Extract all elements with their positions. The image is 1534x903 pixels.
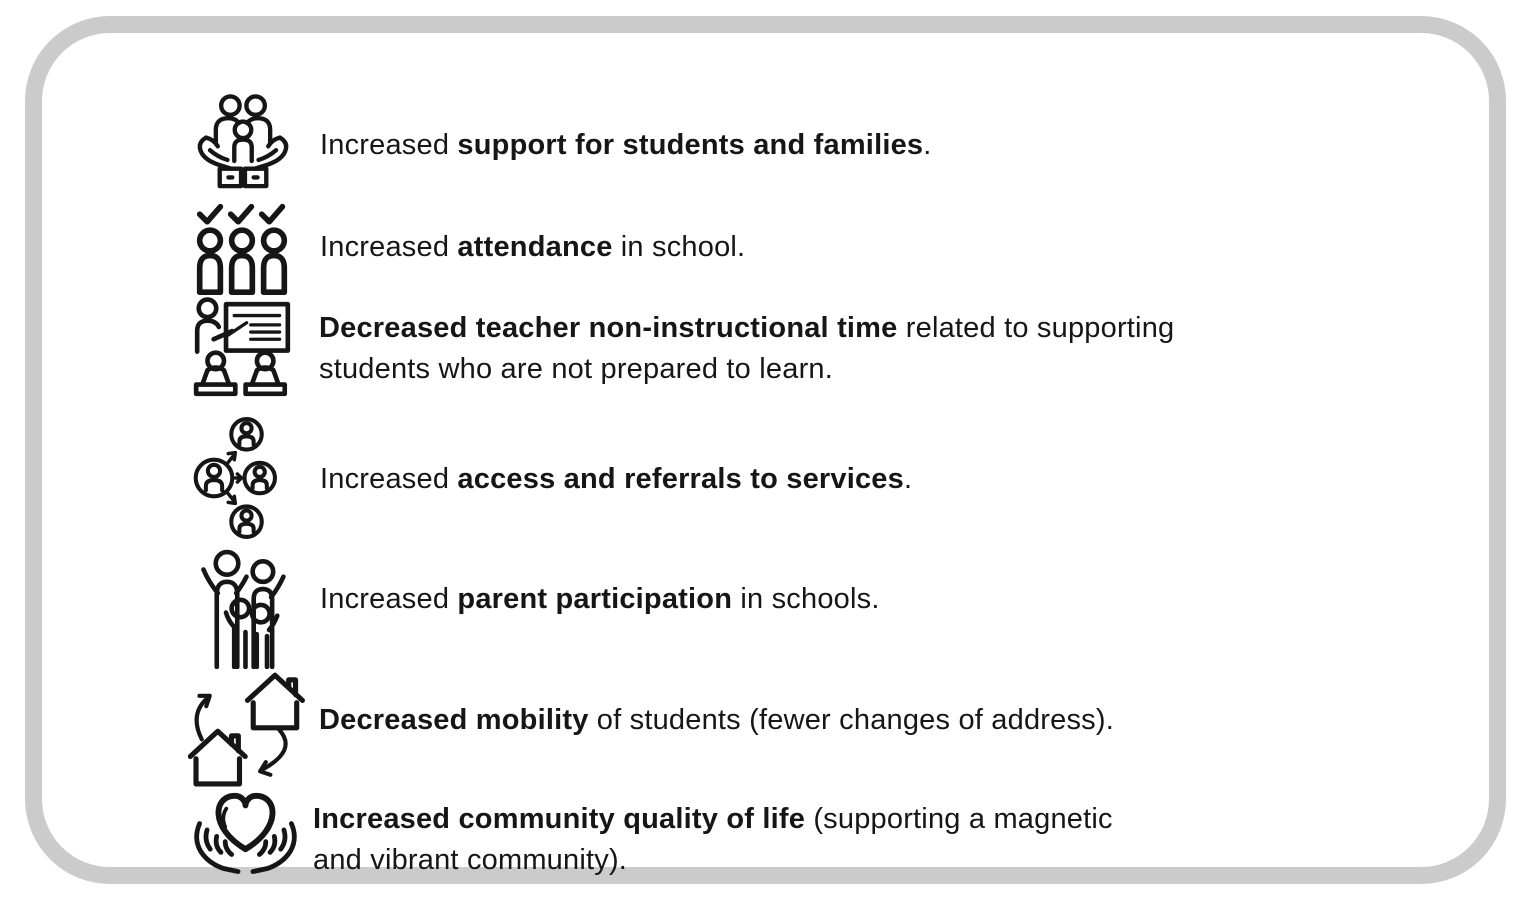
item-text-bold: attendance xyxy=(457,231,613,263)
item-text-after: (supporting a magnetic xyxy=(805,803,1113,835)
list-item-community-quality xyxy=(313,799,1113,881)
outcomes-card xyxy=(25,16,1506,884)
list-item-mobility xyxy=(319,700,1114,741)
list-item-referrals xyxy=(320,459,912,500)
item-text-after: . xyxy=(923,129,932,161)
family-support-icon xyxy=(192,93,294,190)
list-item-support xyxy=(320,125,932,166)
item-text-bold: Decreased teacher non-instructional time xyxy=(319,312,898,344)
item-text-line2: and vibrant community). xyxy=(313,844,628,876)
item-text-after: of students (fewer changes of address). xyxy=(588,704,1114,736)
list-item-parent-participation xyxy=(320,579,880,620)
item-text-prefix: Increased xyxy=(320,463,458,495)
list-item-attendance xyxy=(320,227,745,268)
list-item-teacher-time xyxy=(319,308,1174,390)
teacher-classroom-icon xyxy=(191,296,294,399)
moving-houses-icon xyxy=(188,670,307,788)
item-text-bold: Decreased mobility xyxy=(319,704,589,736)
item-text-line2: students who are not prepared to learn. xyxy=(319,353,834,385)
item-text-after: in school. xyxy=(612,231,746,263)
item-text-bold: support for students and families xyxy=(457,129,924,161)
item-text-bold: Increased community quality of life xyxy=(313,803,806,835)
parent-participation-icon xyxy=(192,548,301,669)
item-text-after: related to supporting xyxy=(897,312,1175,344)
item-text-bold: access and referrals to services xyxy=(457,463,904,495)
referral-network-icon xyxy=(187,415,304,541)
item-text-prefix: Increased xyxy=(320,583,458,615)
item-text-bold: parent participation xyxy=(457,583,733,615)
attendance-checkmarks-icon xyxy=(194,202,290,296)
heart-in-hands-icon xyxy=(190,784,301,893)
item-text-after: in schools. xyxy=(732,583,880,615)
item-text-prefix: Increased xyxy=(320,231,458,263)
item-text-after: . xyxy=(903,463,913,495)
item-text-prefix: Increased xyxy=(320,129,458,161)
